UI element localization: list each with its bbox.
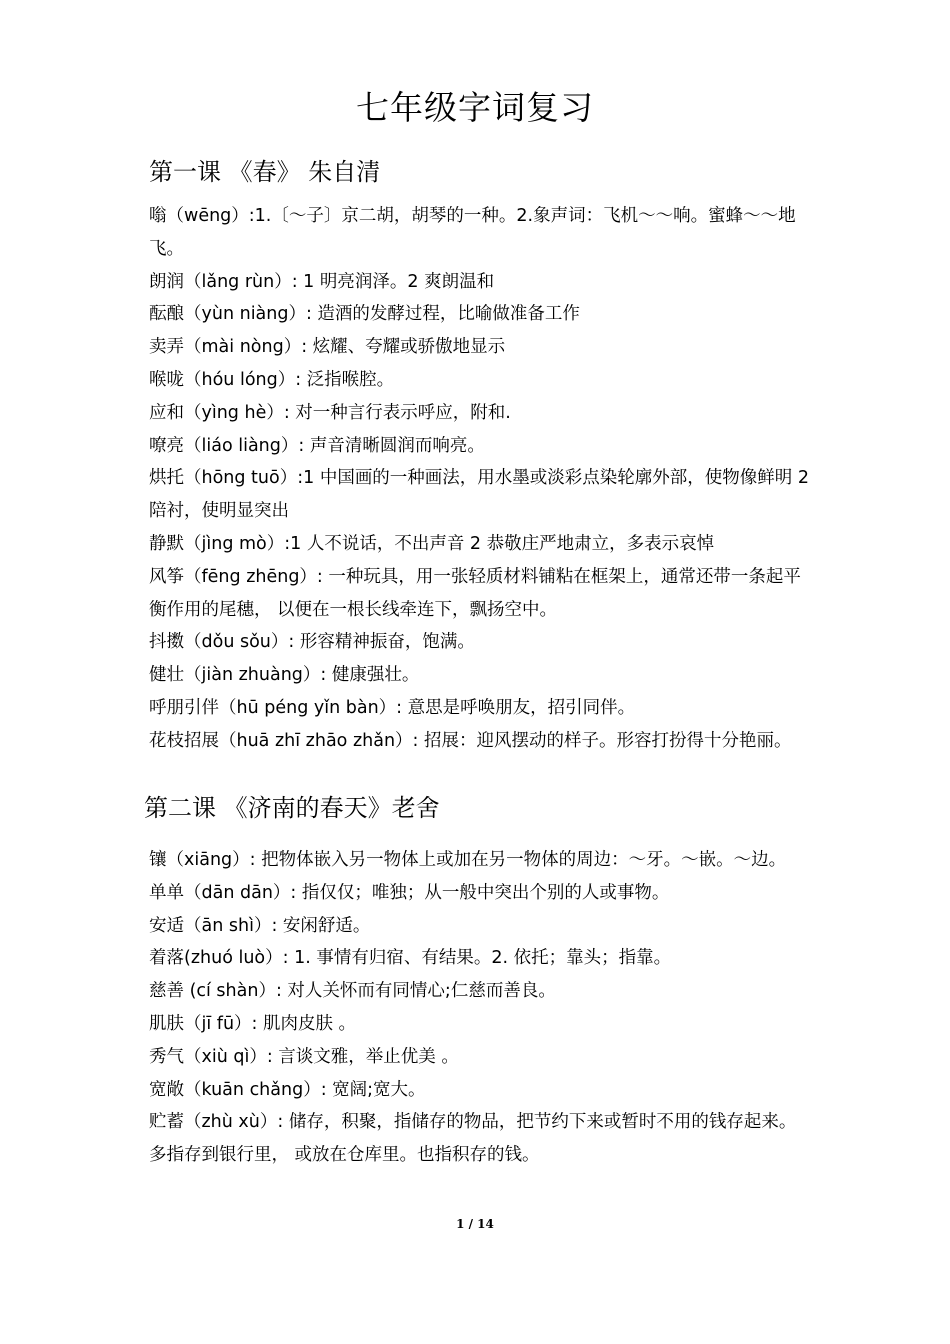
- vocab-entry: 宽敞（kuān chǎng）: 宽阔;宽大。: [149, 1079, 426, 1100]
- section-lesson-1: [149, 152, 809, 758]
- vocab-entry: 秀气（xiù qì）: 言谈文雅，举止优美 。: [149, 1046, 459, 1067]
- vocab-entry: 肌肤（jī fū）: 肌肉皮肤 。: [149, 1013, 357, 1034]
- vocab-entry: 健壮（jiàn zhuàng）: 健康强壮。: [149, 665, 420, 686]
- section-heading: 第一课 《春》 朱自清: [149, 158, 381, 186]
- vocab-entry: 花枝招展（huā zhī zhāo zhǎn）: 招展：迎风摆动的样子。形容打扮得十分艳丽。: [149, 730, 792, 751]
- vocab-entry: 着落(zhuó luò）: 1. 事情有归宿、有结果。2. 依托；靠头；指靠。: [149, 948, 672, 969]
- vocab-entry: 朗润（lǎng rùn）: 1 明亮润泽。2 爽朗温和: [149, 271, 495, 292]
- vocab-entry: 风筝（fēng zhēng）: 一种玩具，用一张轻质材料铺粘在框架上，通常还带一条起平衡作用的尾穗， 以便在一根长线牵连下，飘扬空中。: [149, 566, 801, 620]
- vocab-entry: 单单（dān dān）: 指仅仅；唯独；从一般中突出个别的人或事物。: [149, 882, 670, 903]
- vocab-entry: 应和（yìng hè）: 对一种言行表示呼应，附和.: [149, 402, 511, 423]
- section-lesson-2: [144, 788, 804, 1172]
- vocab-entry: 慈善 (cí shàn）: 对人关怀而有同情心;仁慈而善良。: [149, 981, 556, 1002]
- vocab-entry: 烘托（hōng tuō）:1 中国画的一种画法，用水墨或淡彩点染轮廓外部，使物像鲜明 2 陪衬，使明显突出: [149, 468, 810, 522]
- vocab-entry: 卖弄（mài nòng）: 炫耀、夸耀或骄傲地显示: [149, 337, 506, 358]
- vocab-entry: 嘹亮（liáo liàng）: 声音清晰圆润而响亮。: [149, 435, 485, 456]
- vocab-entry: 贮蓄（zhù xù）: 储存，积聚，指储存的物品，把节约下来或暂时不用的钱存起来。多指存到银行里， 或放在仓库里。也指积存的钱。: [149, 1112, 797, 1166]
- page-number: 1 / 14: [456, 1217, 494, 1231]
- vocab-entry: 抖擞（dǒu sǒu）: 形容精神振奋，饱满。: [149, 632, 475, 653]
- vocab-entry: 酝酿（yùn niàng）: 造酒的发酵过程，比喻做准备工作: [149, 304, 580, 325]
- vocab-entry: 安适（ān shì）: 安闲舒适。: [149, 915, 371, 936]
- section-heading: 第二课 《济南的春天》老舍: [144, 794, 440, 822]
- vocab-entry: 呼朋引伴（hū péng yǐn bàn）: 意思是呼唤朋友，招引同伴。: [149, 697, 636, 718]
- vocab-entry: 镶（xiāng）: 把物体嵌入另一物体上或加在另一物体的周边：～牙。～嵌。～边。: [149, 850, 787, 870]
- vocab-entry: 静默（jìng mò）:1 人不说话，不出声音 2 恭敬庄严地肃立，多表示哀悼: [149, 533, 715, 554]
- document-title: 七年级字词复习: [356, 88, 594, 127]
- vocab-entry: 喉咙（hóu lóng）: 泛指喉腔。: [149, 369, 395, 390]
- vocab-entry: 嗡（wēng）:1.〔～子〕京二胡，胡琴的一种。2.象声词：飞机～～响。蜜蜂～～地飞。: [149, 206, 796, 259]
